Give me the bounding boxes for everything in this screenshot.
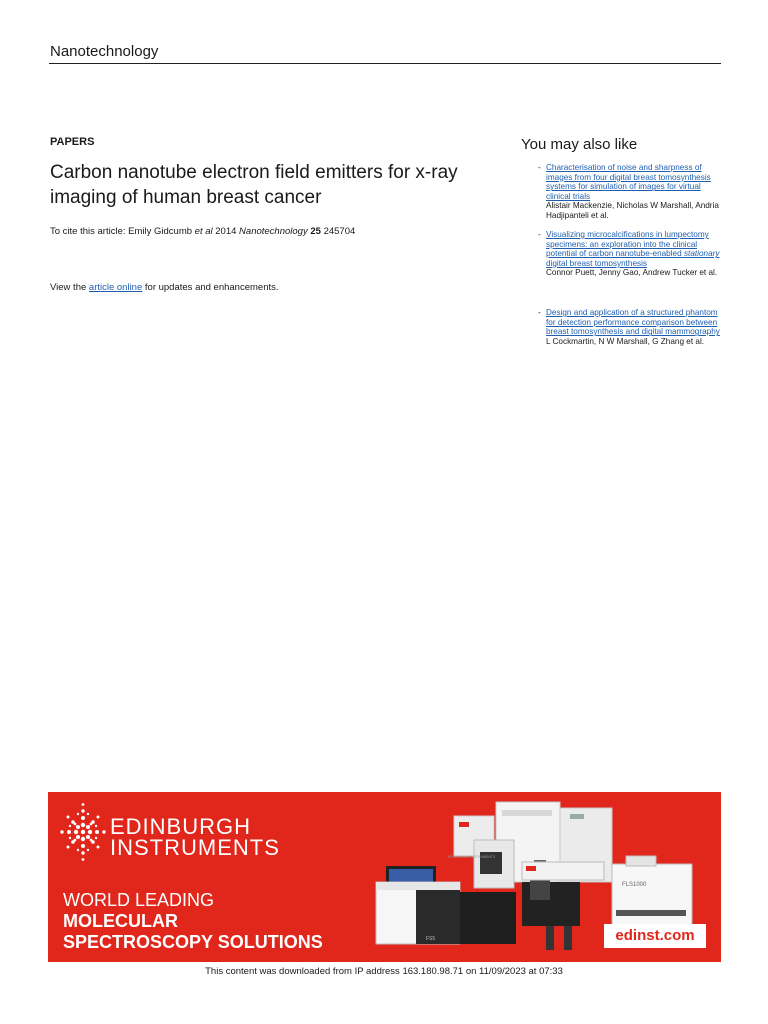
related-link-text: Visualizing microcalcifications in lumpectomy specimens: an exploration into the clinical potential of carbon nanotube-enabled [546, 230, 709, 259]
related-link[interactable]: Characterisation of noise and sharpness of images from four digital breast tomosynthesis systems for simulation of images for virtual clinical trials [546, 163, 711, 201]
related-authors: Alistair Mackenzie, Nicholas W Marshall, Andria Hadjipanteli et al. [546, 201, 719, 220]
ad-tagline-line2: MOLECULAR [63, 911, 178, 931]
article-online-link[interactable]: article online [88, 282, 143, 293]
related-link[interactable] [546, 230, 720, 268]
cite-journal: Nanotechnology [239, 226, 308, 237]
related-item [538, 308, 720, 346]
related-heading: You may also like [521, 136, 638, 153]
related-link-text-end: digital breast tomosynthesis [546, 258, 648, 268]
cite-volume: 25 [310, 226, 321, 237]
section-label: PAPERS [50, 136, 95, 148]
view-suffix: for updates and enhancements. [144, 282, 279, 293]
citation [50, 226, 355, 237]
ad-brand-line1: EDINBURGH [110, 814, 252, 839]
bullet-dash: - [538, 163, 541, 172]
bullet-dash: - [538, 308, 541, 317]
ad-brand-line2: INSTRUMENTS [110, 835, 280, 860]
cite-prefix: To cite this article: Emily Gidcumb [50, 226, 193, 237]
bullet-dash: - [538, 230, 541, 239]
ad-tagline-line1: WORLD LEADING [63, 890, 215, 910]
cite-etal: et al [194, 226, 213, 237]
journal-name: Nanotechnology [50, 43, 159, 60]
related-link[interactable]: Design and application of a structured phantom for detection performance comparison between breast tomosynthesis and digital mammography [546, 308, 720, 337]
cite-number: 245704 [323, 226, 356, 237]
device-brand-label: EDINBURGH INSTRUMENTS [448, 855, 496, 859]
advertisement-banner[interactable] [48, 792, 721, 962]
ad-website-button[interactable]: edinst.com [604, 924, 706, 948]
cite-year: 2014 [215, 226, 237, 237]
related-authors: L Cockmartin, N W Marshall, G Zhang et al. [546, 336, 705, 346]
view-prefix: View the [50, 282, 87, 293]
view-online-line [50, 282, 279, 293]
related-authors: Connor Puett, Jenny Gao, Andrew Tucker et al. [546, 268, 718, 278]
edinburgh-logo-icon [58, 802, 108, 862]
related-item [538, 230, 720, 278]
ad-tagline [63, 890, 323, 953]
device-label-fs5: FS5 [426, 936, 436, 942]
ad-tagline-line3: SPECTROSCOPY SOLUTIONS [63, 932, 323, 952]
related-link-emphasis: stationary [683, 249, 720, 259]
header-rule [49, 63, 721, 64]
ad-brand [110, 816, 280, 858]
related-item [538, 163, 720, 221]
article-title: Carbon nanotube electron field emitters for x-ray imaging of human breast cancer [50, 162, 458, 208]
device-label-fls1000: FLS1000 [622, 882, 647, 888]
download-notice: This content was downloaded from IP address 163.180.98.71 on 11/09/2023 at 07:33 [205, 966, 563, 977]
